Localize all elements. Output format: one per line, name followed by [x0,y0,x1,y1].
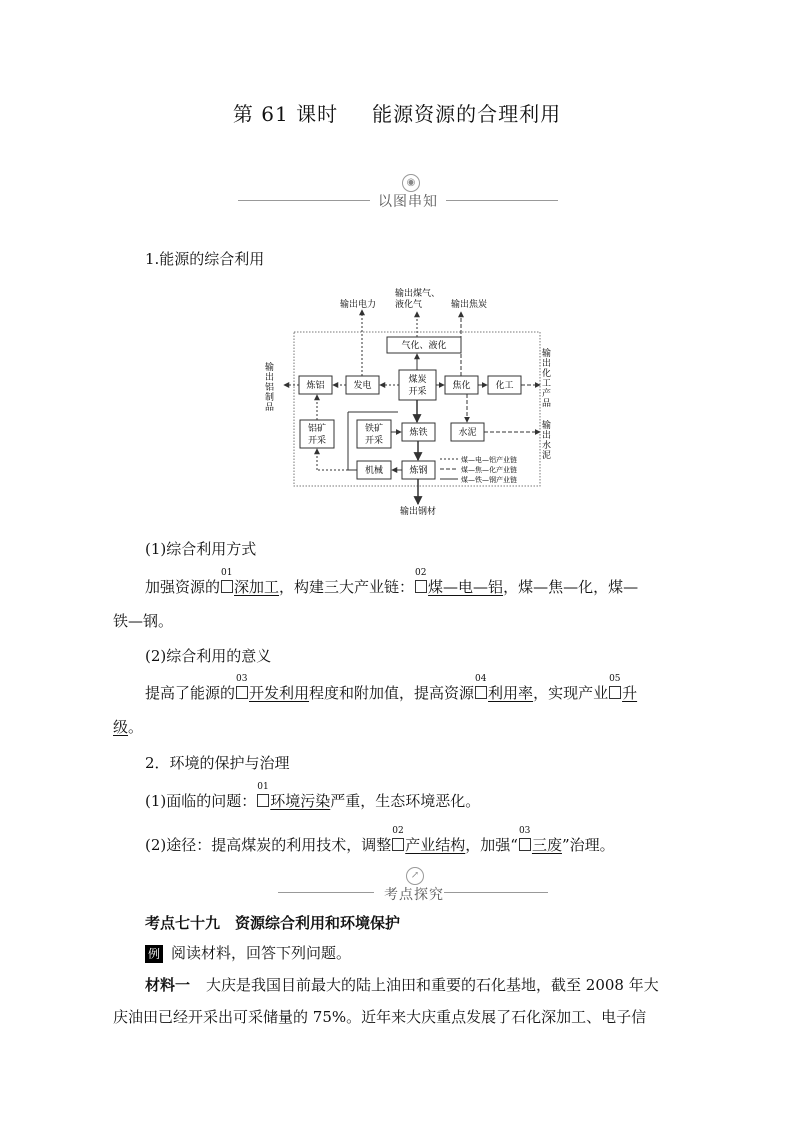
page-title [0,98,794,127]
paragraph-problem: (1)面临的问题： 01 环境污染严重，生态环境恶化。 [145,782,481,810]
svg-text:输出铝制品: 输出铝制品 [263,362,273,412]
example-badge: 例 [145,945,163,963]
lesson-number: 第 61 课时 [232,102,339,126]
output-steel-label: 输出钢材 [399,507,437,517]
blank-box-icon: 01 [257,794,269,807]
section-label: 以图串知 [378,194,438,210]
material-label: 材料一 [145,976,191,994]
output-power-label: 输出电力 [340,300,377,310]
answer-upgrade-2: 级 [113,718,129,736]
output-gas-label-2: 液化气 [395,300,423,310]
ironmaking-label: 炼铁 [409,428,428,438]
paragraph-method-cont: 铁—钢。 [113,612,174,630]
aluminum-label: 炼铝 [306,381,325,391]
answer-pollution: 环境污染 [270,792,331,810]
blank-box-icon: 01 [221,580,233,593]
chemical-label: 化工 [495,381,514,391]
trend-icon: ↗ [406,867,424,885]
location-pin-icon: ◉ [402,174,420,192]
heading-energy-use: 1.能源的综合利用 [145,250,265,268]
paragraph-significance-cont: 级。 [113,718,144,736]
legend-steel-chain: 煤—铁—钢产业链 [461,476,517,484]
section-divider-right [444,892,548,893]
output-cement-label [540,419,551,460]
answer-industrial-structure: 产业结构 [405,836,466,854]
coking-label: 焦化 [452,381,471,391]
heading-environment: 2．环境的保护与治理 [145,754,290,772]
answer-coal-power-aluminum: 煤—电—铝 [428,578,504,596]
material-1-line1: 材料一 大庆是我国目前最大的陆上油田和重要的石化基地，截至 2008 年大 [145,976,659,994]
output-coke-label: 输出焦炭 [451,300,488,310]
gasify-label: 气化、液化 [401,341,447,351]
example-prompt: 例 阅读材料，回答下列问题。 [145,942,351,963]
section-divider-left [278,892,374,893]
coal-label-2: 开采 [408,387,427,397]
answer-upgrade-1: 升 [622,684,638,702]
section-label: 考点探究 [384,887,444,903]
answer-deep-processing: 深加工 [234,578,280,596]
blank-box-icon: 05 [609,686,621,699]
section-divider-left [238,200,370,201]
svg-text:输出化工产品: 输出化工产品 [540,348,550,408]
legend-chemical-chain: 煤—焦—化产业链 [461,466,517,474]
paragraph-approach: (2)途径：提高煤炭的利用技术，调整 02 产业结构，加强“ 03 三废”治理。 [145,826,615,854]
material-1-line2: 庆油田已经开采出可采储量的 75%。近年来大庆重点发展了石化深加工、电子信 [113,1008,647,1026]
ironore-label-2: 开采 [364,436,384,446]
blank-box-icon: 02 [415,580,427,593]
machinery-label: 机械 [364,466,384,476]
bauxite-label-1: 铝矿 [307,424,327,434]
subheading-method: (1)综合利用方式 [145,540,257,558]
subheading-significance: (2)综合利用的意义 [145,647,272,665]
power-label: 发电 [353,381,372,391]
lesson-topic: 能源资源的合理利用 [372,102,562,126]
paragraph-significance: 提高了能源的 03 开发利用程度和附加值，提高资源 04 利用率，实现产业 05 升 [145,674,638,702]
output-chemical-products-label [540,347,551,408]
answer-utilization-rate: 利用率 [488,684,534,702]
blank-box-icon: 04 [475,686,487,699]
cement-label: 水泥 [458,428,477,438]
coal-label-1: 煤炭 [408,375,427,385]
bauxite-label-2: 开采 [307,436,327,446]
section-divider-right [446,200,558,201]
energy-industry-diagram [258,282,568,522]
ironore-label-1: 铁矿 [364,424,384,434]
output-aluminum-products-label [263,361,274,412]
answer-development-use: 开发利用 [249,684,310,702]
blank-box-icon: 03 [519,838,531,851]
paragraph-method: 加强资源的 01 深加工，构建三大产业链： 02 煤—电—铝，煤—焦—化，煤— [145,568,639,596]
kaodian-heading: 考点七十九 资源综合利用和环境保护 [145,914,401,932]
legend-aluminum-chain: 煤—电—铝产业链 [461,456,517,464]
svg-text:输出水泥: 输出水泥 [540,420,550,460]
answer-three-wastes: 三废 [531,836,562,854]
blank-box-icon: 03 [236,686,248,699]
output-gas-label-1: 输出煤气、 [395,289,441,299]
steelmaking-label: 炼钢 [409,466,428,476]
blank-box-icon: 02 [392,838,404,851]
